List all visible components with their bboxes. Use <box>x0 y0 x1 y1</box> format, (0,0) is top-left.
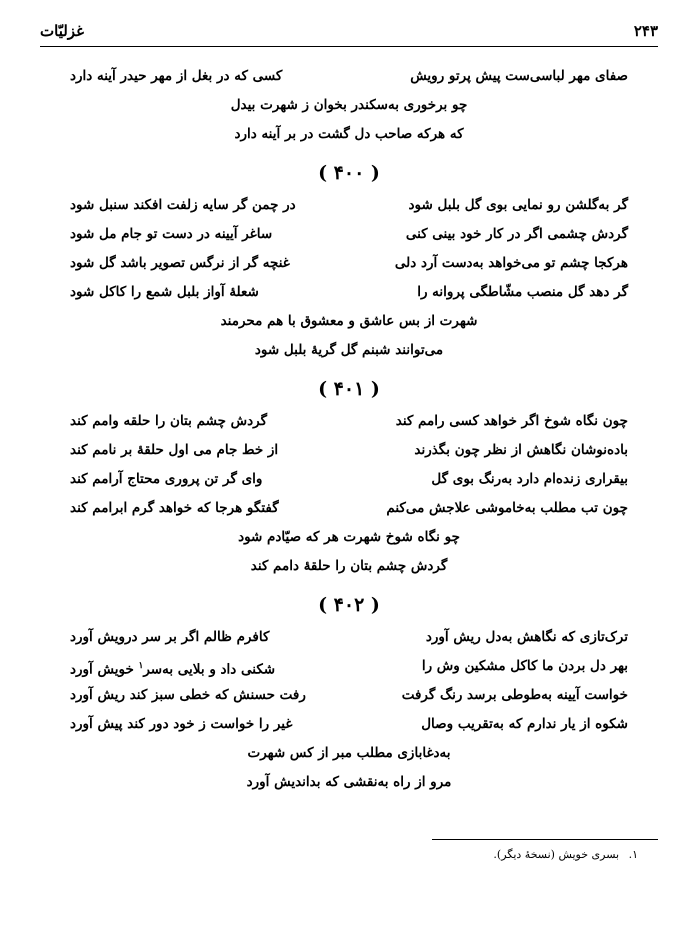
hemistich-first: چون تب مطلب به‌خاموشی علاجش می‌کنم <box>386 500 628 516</box>
page-number: ۲۴۳ <box>633 22 658 40</box>
closing-line: می‌توانند شبنم گل گریهٔ بلبل شود <box>254 342 444 358</box>
hemistich-second: از خط جام می اول حلقهٔ بر نامم کند <box>70 442 279 458</box>
closing-line: چو نگاه شوخ شهرت هر که صیّادم شود <box>238 529 460 545</box>
footnote-marker: ۱ <box>138 661 144 671</box>
hemistich-text: شکنی داد و بلایی به‌سر <box>143 661 276 678</box>
hemistich-second <box>70 652 332 681</box>
couplet <box>70 436 628 465</box>
hemistich-second: غنچه گر از نرگس تصویر باشد گل شود <box>70 255 290 271</box>
couplet <box>70 191 628 220</box>
footnote-number: ۱. <box>628 848 638 861</box>
section-title: غزلیّات <box>40 22 84 40</box>
couplet <box>70 494 628 523</box>
hemistich-first: صفای مهر لباسی‌ست پیش پرتو رویش <box>410 68 628 84</box>
closing-line: که هرکه صاحب دل گشت در بر آینه دارد <box>234 126 464 142</box>
footnote-text: بسری خویش (نسخهٔ دیگر). <box>493 848 620 861</box>
closing-line: گردش چشم بتان را حلقهٔ دامم کند <box>250 558 448 574</box>
closing-line: مرو از راه به‌نقشی که بداندیش آورد <box>246 774 452 790</box>
hemistich-first: شکوه از یار ندارم که به‌تقریب وصال <box>421 716 628 732</box>
hemistich-second: وای گر تن پروری محتاج آرامم کند <box>70 471 263 487</box>
hemistich-first: چون نگاه شوخ اگر خواهد کسی رامم کند <box>395 413 628 429</box>
header-rule <box>40 46 658 47</box>
hemistich-second: غیر را خواست ز خود دور کند پیش آورد <box>70 716 293 732</box>
hemistich-second: کافرم ظالم اگر بر سر درویش آورد <box>70 629 270 645</box>
footnote-rule <box>432 839 658 840</box>
couplet <box>70 62 628 91</box>
couplet <box>70 681 628 710</box>
couplet <box>70 407 628 436</box>
hemistich-first: باده‌نوشان نگاهش از نظر چون بگذرند <box>414 442 628 458</box>
hemistich-second: ساغر آیینه در دست تو جام مل شود <box>70 226 273 242</box>
couplet <box>70 710 628 739</box>
hemistich-second: در چمن گر سایه زلفت افکند سنبل شود <box>70 197 296 213</box>
poem-content <box>70 62 628 797</box>
poem-number: ( ۴۰۰ ) <box>318 162 380 184</box>
hemistich-first: بهر دل بردن ما کاکل مشکین وش را <box>421 658 628 674</box>
hemistich-second: گردش چشم بتان را حلقه وامم کند <box>70 413 268 429</box>
closing-line: شهرت از بس عاشق و معشوق با هم محرمند <box>220 313 478 329</box>
hemistich-first: هرکجا چشم تو می‌خواهد به‌دست آرد دلی <box>394 255 628 271</box>
closing-line: چو برخوری به‌سکندر بخوان ز شهرت بیدل <box>230 97 468 113</box>
couplet <box>70 249 628 278</box>
hemistich-first: گردش چشمی اگر در کار خود بینی کنی <box>405 226 628 242</box>
closing-line: به‌دغابازی مطلب مبر از کس شهرت <box>247 745 451 761</box>
couplet <box>70 652 628 681</box>
footnote <box>493 848 638 861</box>
hemistich-first: خواست آیینه به‌طوطی برسد رنگ گرفت <box>401 687 628 703</box>
hemistich-second: گفتگو هرجا که خواهد گرم ابرامم کند <box>70 500 279 516</box>
couplet <box>70 623 628 652</box>
couplet <box>70 465 628 494</box>
poem-number: ( ۴۰۱ ) <box>318 378 380 400</box>
hemistich-second: رفت حسنش که خطی سبز کند ریش آورد <box>70 687 306 703</box>
page-header <box>40 22 658 46</box>
hemistich-text-end: خویش آورد <box>70 661 139 678</box>
couplet <box>70 220 628 249</box>
poem-number: ( ۴۰۲ ) <box>318 594 380 616</box>
hemistich-first: گر دهد گل منصب مشّاطگی پروانه را <box>417 284 628 300</box>
hemistich-second: کسی که در بغل از مهر حیدر آینه دارد <box>70 68 283 84</box>
couplet <box>70 278 628 307</box>
hemistich-first: گر به‌گلشن رو نمایی بوی گل بلبل شود <box>408 197 628 213</box>
hemistich-first: ترک‌تازی که نگاهش به‌دل ریش آورد <box>425 629 628 645</box>
hemistich-first: بیقراری زنده‌ام دارد به‌رنگ بوی گل <box>431 471 628 487</box>
hemistich-second: شعلهٔ آواز بلبل شمع را کاکل شود <box>70 284 259 300</box>
